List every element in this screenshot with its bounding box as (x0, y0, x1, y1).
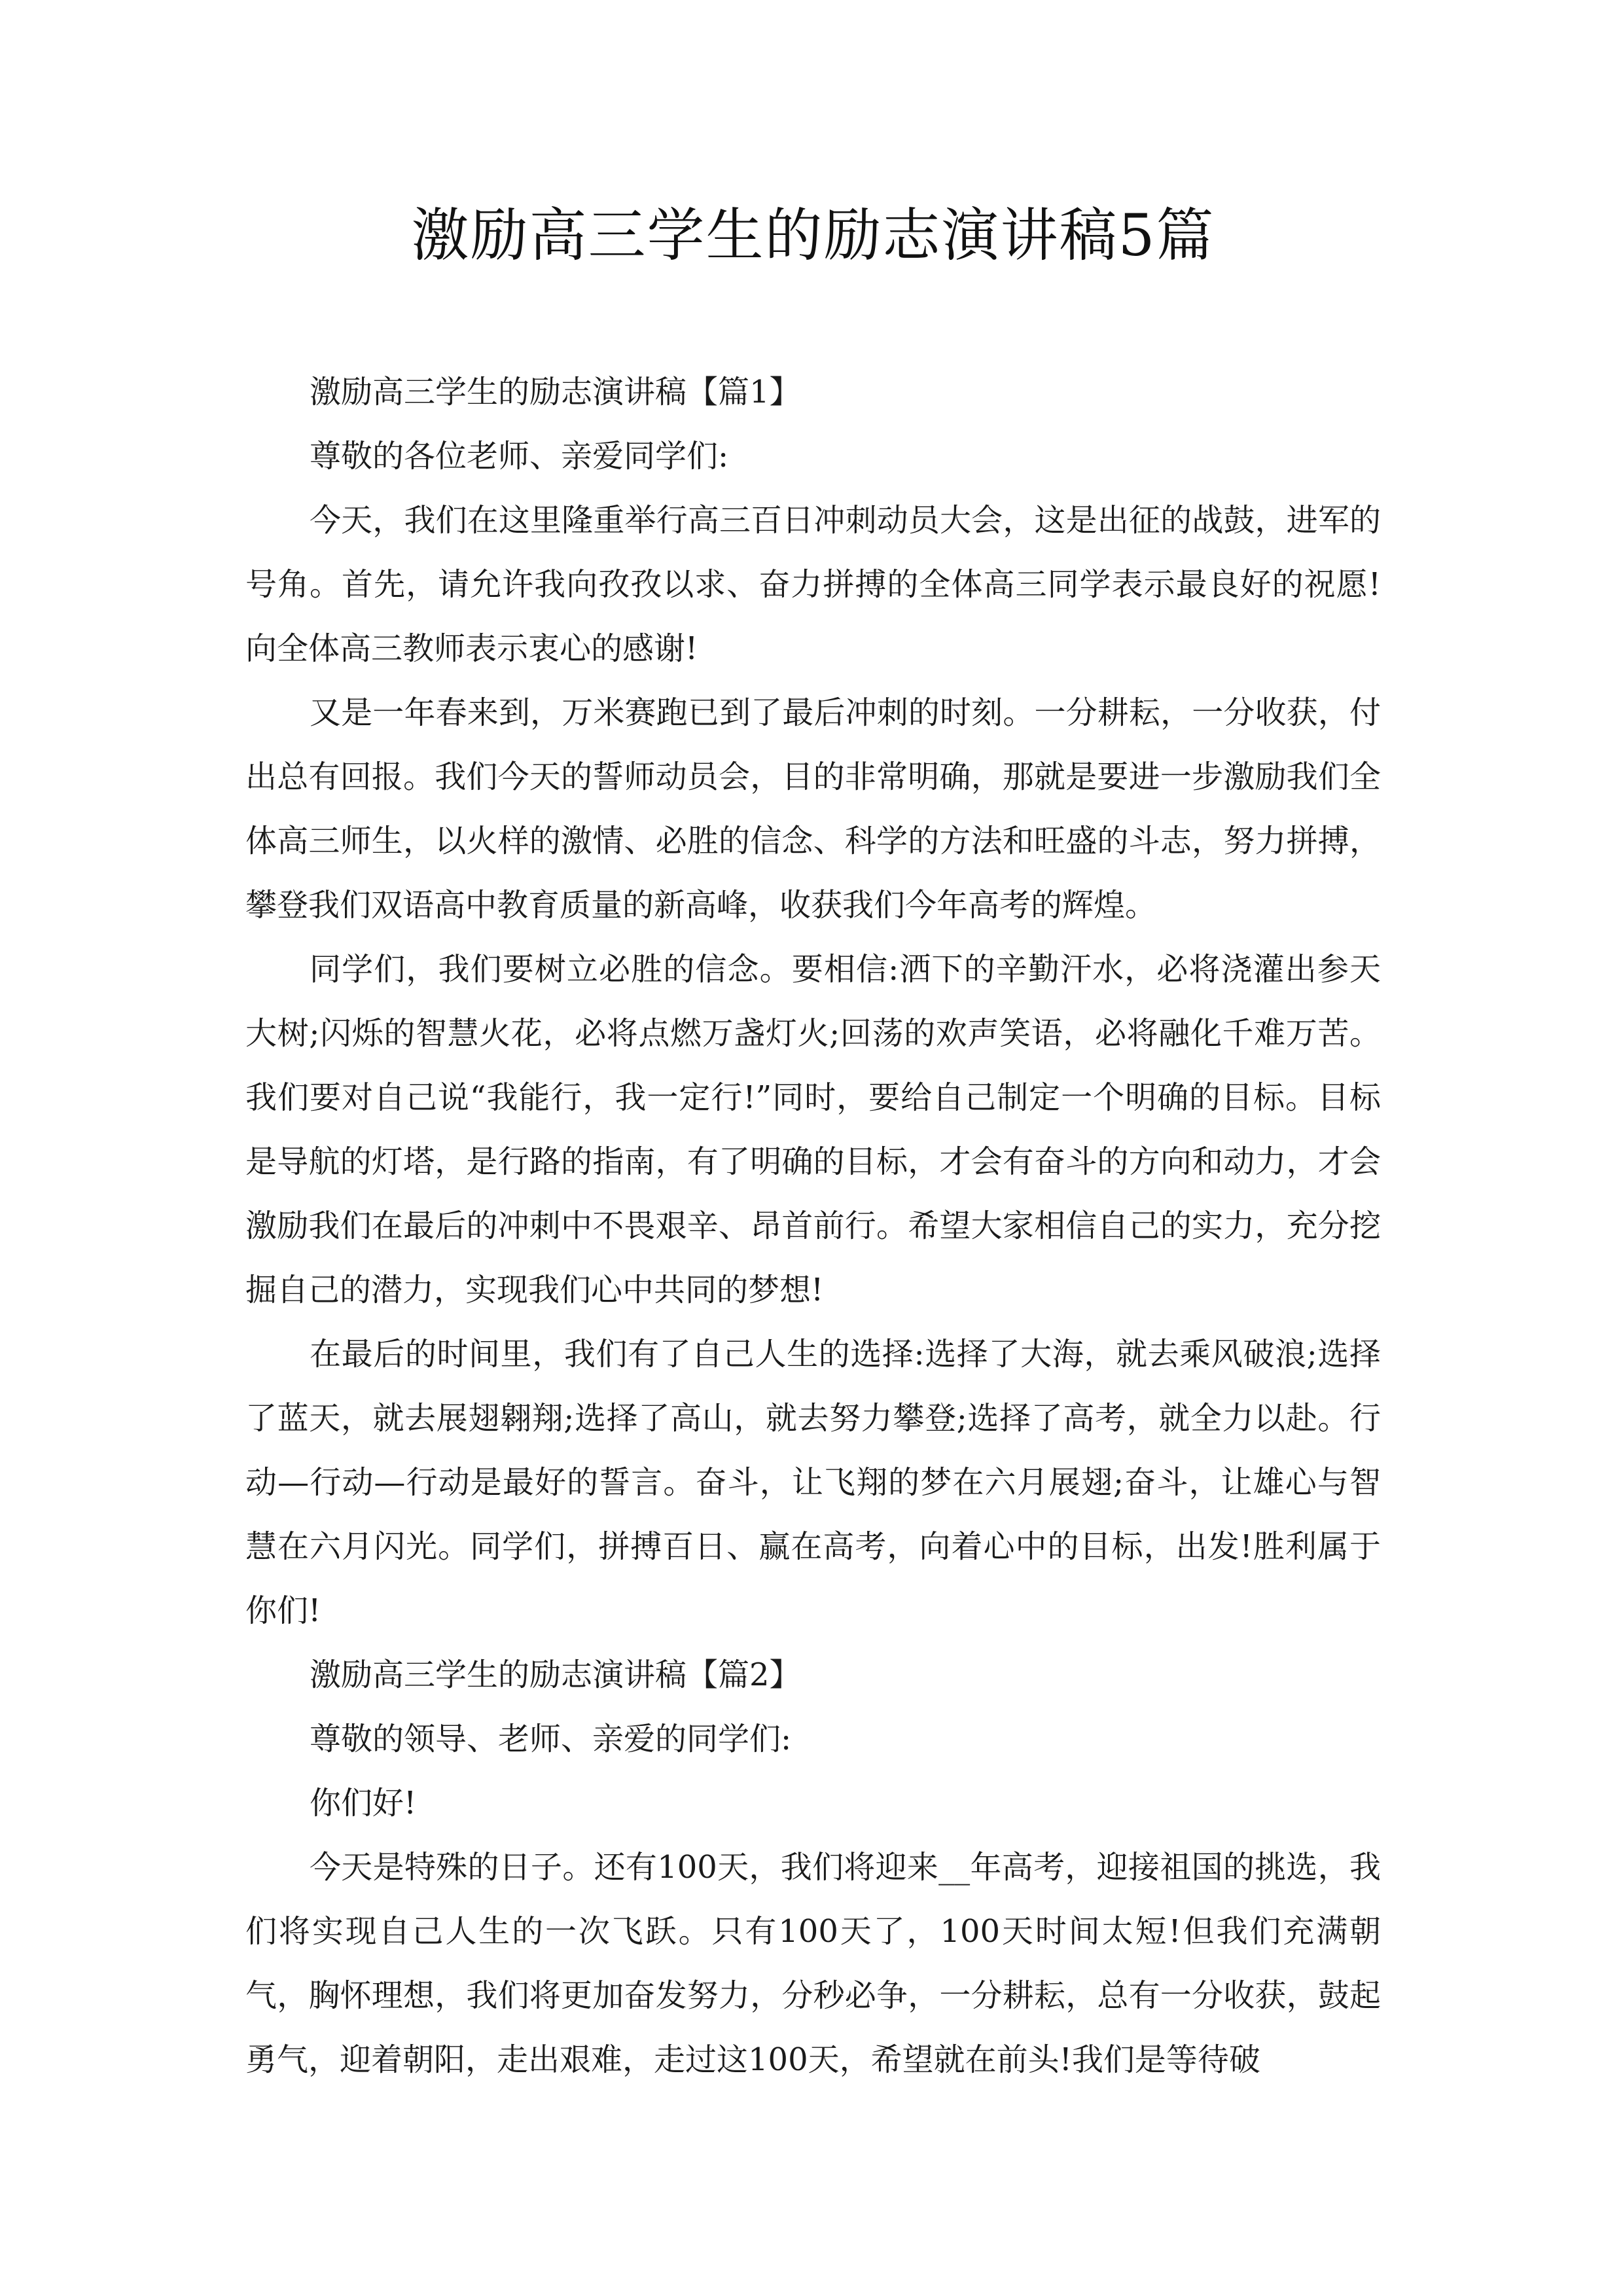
document-body (245, 360, 1381, 2092)
body-paragraph: 在最后的时间里，我们有了自己人生的选择:选择了大海，就去乘风破浪;选择了蓝天，就去展翅翱翔;选择了高山，就去努力攀登;选择了高考，就全力以赴。行动—行动—行动是最好的誓言。奋斗，让飞翔的梦在六月展翅;奋斗，让雄心与智慧在六月闪光。同学们，拼搏百日、赢在高考，向着心中的目标，出发!胜利属于你们! (245, 1336, 1381, 1629)
salutation-2: 尊敬的领导、老师、亲爱的同学们: (310, 1721, 792, 1757)
document-title: 激励高三学生的励志演讲稿5篇 (411, 202, 1215, 269)
body-paragraph: 又是一年春来到，万米赛跑已到了最后冲刺的时刻。一分耕耘，一分收获，付出总有回报。我们今天的誓师动员会，目的非常明确，那就是要进一步激励我们全体高三师生，以火样的激情、必胜的信念、科学的方法和旺盛的斗志，努力拼搏，攀登我们双语高中教育质量的新高峰，收获我们今年高考的辉煌。 (245, 694, 1381, 924)
body-paragraph: 今天，我们在这里隆重举行高三百日冲刺动员大会，这是出征的战鼓，进军的号角。首先，请允许我向孜孜以求、奋力拼搏的全体高三同学表示最良好的祝愿!向全体高三教师表示衷心的感谢! (245, 502, 1381, 667)
body-paragraph: 今天是特殊的日子。还有100天，我们将迎来__年高考，迎接祖国的挑选，我们将实现自己人生的一次飞跃。只有100天了，100天时间太短!但我们充满朝气，胸怀理想，我们将更加奋发努力，分秒必争，一分耕耘，总有一分收获，鼓起勇气，迎着朝阳，走出艰难，走过这100天，希望就在前头!我们是等待破 (245, 1849, 1381, 2078)
section-heading-2: 激励高三学生的励志演讲稿【篇2】 (310, 1657, 801, 1693)
greeting: 你们好! (310, 1785, 417, 1821)
salutation-1: 尊敬的各位老师、亲爱同学们: (310, 438, 729, 475)
section-heading-1: 激励高三学生的励志演讲稿【篇1】 (310, 374, 801, 410)
body-paragraph: 同学们，我们要树立必胜的信念。要相信:洒下的辛勤汗水，必将浇灌出参天大树;闪烁的智慧火花，必将点燃万盏灯火;回荡的欢声笑语，必将融化千难万苦。我们要对自己说“我能行，我一定行!”同时，要给自己制定一个明确的目标。目标是导航的灯塔，是行路的指南，有了明确的目标，才会有奋斗的方向和动力，才会激励我们在最后的冲刺中不畏艰辛、昂首前行。希望大家相信自己的实力，充分挖掘自己的潜力，实现我们心中共同的梦想! (245, 951, 1381, 1308)
